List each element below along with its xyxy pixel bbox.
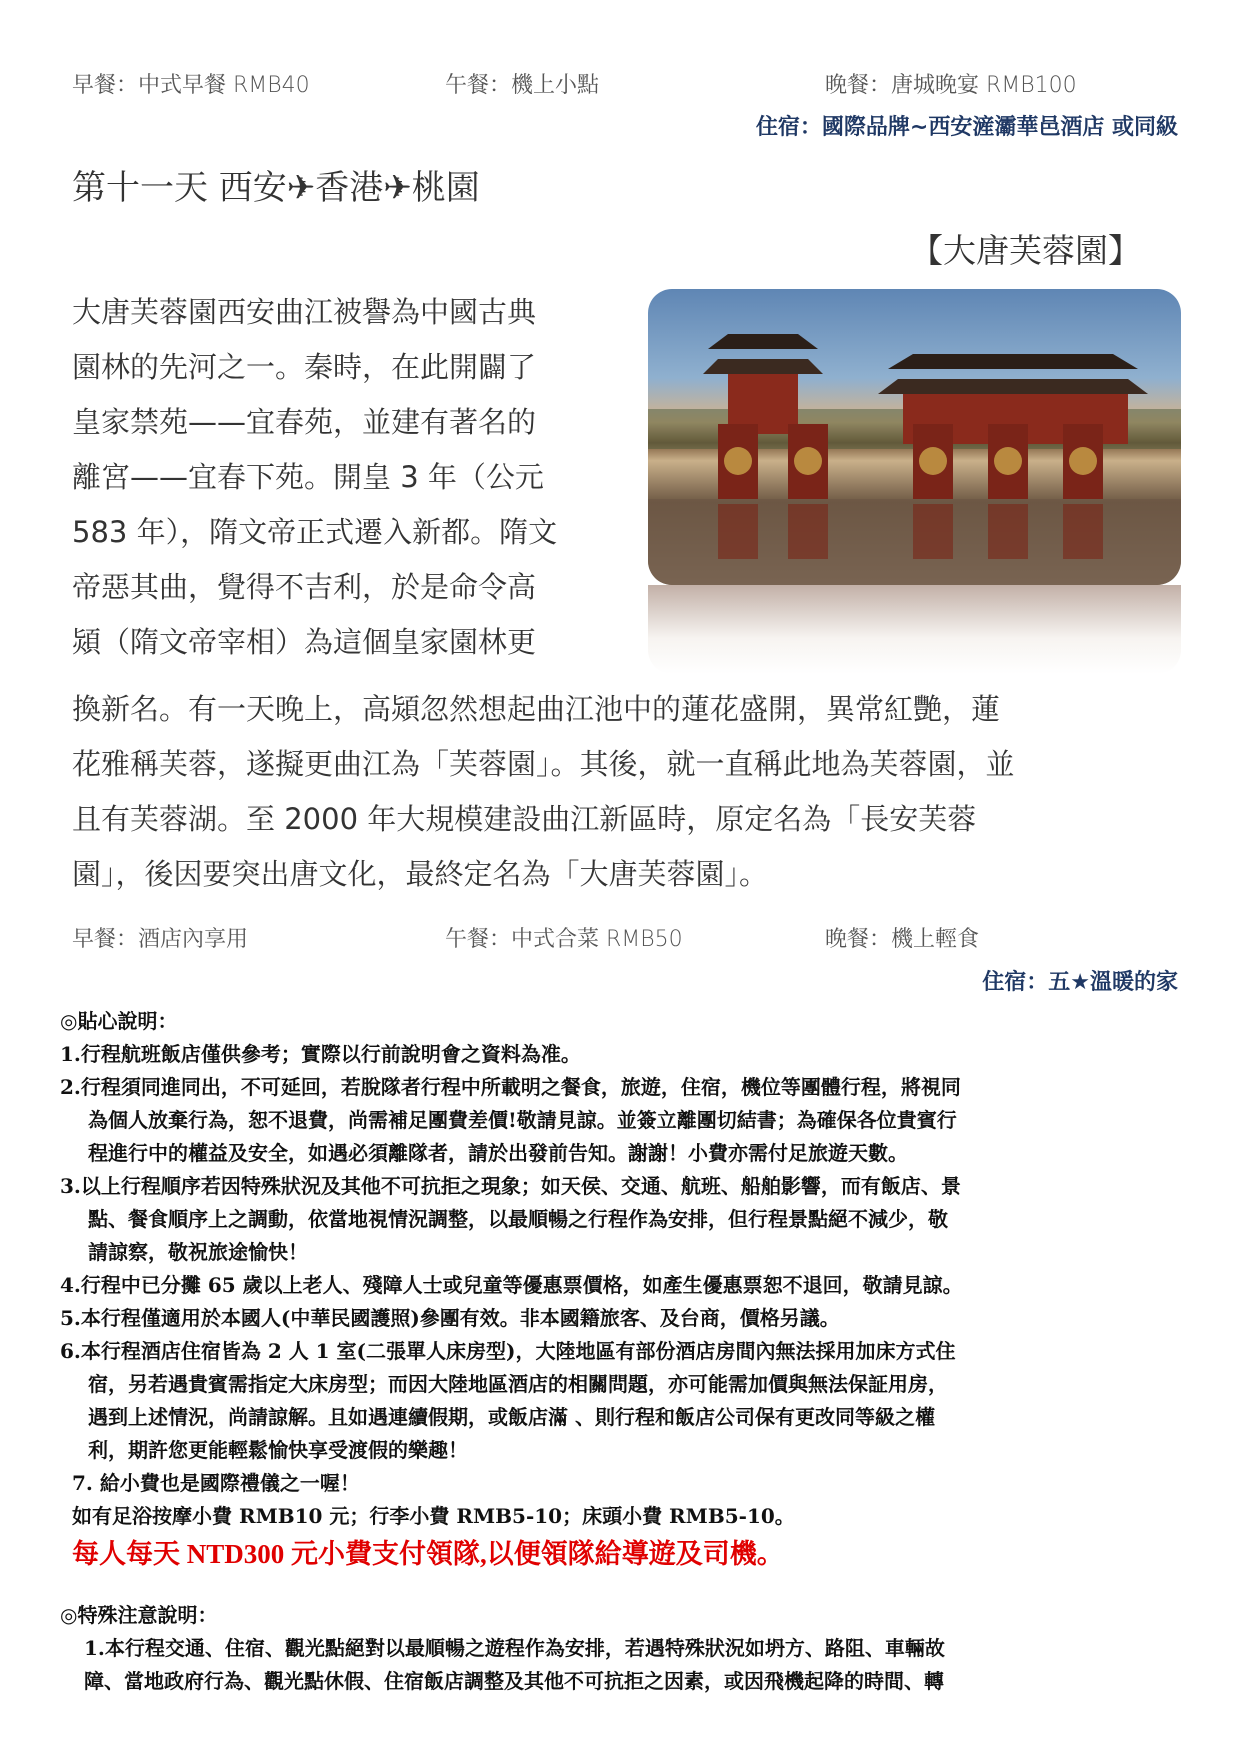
note-line: 程進行中的權益及安全，如遇必須離隊者，請於出發前告知。謝謝！小費亦需付足旅遊天數。 bbox=[88, 1141, 908, 1165]
gate-illustration bbox=[648, 289, 1181, 585]
text-line: 583 年），隋文帝正式遷入新都。隋文 bbox=[72, 515, 558, 549]
note-line: 2.行程須同進同出，不可延回，若脫隊者行程中所載明之餐食，旅遊，住宿，機位等團體行程，將視同 bbox=[60, 1075, 961, 1099]
note-line: 宿，另若遇貴賓需指定大床房型；而因大陸地區酒店的相關問題，亦可能需加價與無法保証用房， bbox=[88, 1372, 948, 1396]
notes-heading: ◎貼心說明： bbox=[60, 1009, 178, 1033]
note-item bbox=[60, 1335, 1190, 1467]
lunch-info: 午餐：機上小點 bbox=[445, 73, 600, 98]
attraction-photo bbox=[648, 289, 1181, 674]
note-item bbox=[60, 1038, 1190, 1071]
tip-detail: 如有足浴按摩小費 RMB10 元；行李小費 RMB5-10；床頭小費 RMB5-10。 bbox=[72, 1504, 795, 1528]
breakfast-info: 早餐：酒店內享用 bbox=[72, 927, 249, 952]
note-line: 為個人放棄行為，恕不退費，尚需補足團費差價!敬請見諒。並簽立離團切結書；為確保各位貴賓行 bbox=[88, 1108, 957, 1132]
intro-paragraph bbox=[72, 285, 632, 670]
note-line: 4.行程中已分攤 65 歲以上老人、殘障人士或兒童等優惠票價格，如產生優惠票恕不退回，敬請見諒。 bbox=[60, 1273, 963, 1297]
attraction-title: 【大唐芙蓉園】 bbox=[910, 231, 1141, 270]
text-line: 皇家禁苑——宜春苑，並建有著名的 bbox=[72, 405, 537, 439]
photo-main bbox=[648, 289, 1181, 585]
note-line: 請諒察，敬祝旅途愉快！ bbox=[88, 1240, 308, 1264]
text-line: 花雅稱芙蓉，遂擬更曲江為「芙蓉園」。其後，就一直稱此地為芙蓉園，並 bbox=[72, 747, 1015, 781]
photo-reflection bbox=[648, 585, 1181, 674]
dinner-info: 晚餐：機上輕食 bbox=[825, 927, 980, 952]
text-line: 大唐芙蓉園西安曲江被譽為中國古典 bbox=[72, 295, 537, 329]
text-line: 帝惡其曲，覺得不吉利，於是命令高 bbox=[72, 570, 537, 604]
note-item bbox=[60, 1302, 1190, 1335]
note-line: 6.本行程酒店住宿皆為 2 人 1 室(二張單人床房型)，大陸地區有部份酒店房間內無法採用加床方式住 bbox=[60, 1339, 956, 1363]
tip-highlight: 每人每天 NTD300 元小費支付領隊,以便領隊給導遊及司機。 bbox=[72, 1539, 784, 1569]
note-item bbox=[60, 1170, 1190, 1269]
text-line: 園林的先河之一。秦時，在此開闢了 bbox=[72, 350, 537, 384]
text-line: 換新名。有一天晚上，高熲忽然想起曲江池中的蓮花盛開，異常紅艷，蓮 bbox=[72, 692, 1001, 726]
text-line: 且有芙蓉湖。至 2000 年大規模建設曲江新區時，原定名為「長安芙蓉 bbox=[72, 802, 977, 836]
note-item bbox=[60, 1269, 1190, 1302]
text-line: 園」，後因要突出唐文化，最終定名為「大唐芙蓉園」。 bbox=[72, 857, 769, 891]
text-line: 離宮——宜春下苑。開皇 3 年（公元 bbox=[72, 460, 544, 494]
hotel-info: 住宿：國際品牌~西安滻灞華邑酒店 或同級 bbox=[755, 115, 1178, 140]
note-line: 3.以上行程順序若因特殊狀況及其他不可抗拒之現象；如天侯、交通、航班、船舶影響，而有飯店、景 bbox=[60, 1174, 961, 1198]
text-line: 熲（隋文帝宰相）為這個皇家園林更 bbox=[72, 625, 537, 659]
hotel-info: 住宿：五★溫暖的家 bbox=[982, 970, 1178, 995]
dinner-info: 晚餐：唐城晚宴 RMB100 bbox=[825, 73, 1077, 98]
note-line: 點、餐食順序上之調動，依當地視情況調整，以最順暢之行程作為安排，但行程景點絕不減少，敬 bbox=[88, 1207, 948, 1231]
note-line: 遇到上述情況，尚請諒解。且如遇連續假期，或飯店滿 、則行程和飯店公司保有更改同等級之權 bbox=[88, 1405, 935, 1429]
special-line: 1.本行程交通、住宿、觀光點絕對以最順暢之遊程作為安排，若遇特殊狀況如坍方、路阻、車輛故 bbox=[84, 1636, 945, 1660]
notes-section bbox=[60, 1005, 1190, 1698]
body-paragraph bbox=[72, 682, 1182, 902]
note-line: 1.行程航班飯店僅供參考；實際以行前說明會之資料為准。 bbox=[60, 1042, 581, 1066]
tip-heading: 7. 給小費也是國際禮儀之一喔！ bbox=[72, 1471, 360, 1495]
breakfast-info: 早餐：中式早餐 RMB40 bbox=[72, 73, 310, 98]
note-item bbox=[60, 1071, 1190, 1170]
lunch-info: 午餐：中式合菜 RMB50 bbox=[445, 927, 683, 952]
day-title: 第十一天 西安✈香港✈桃園 bbox=[72, 168, 480, 208]
special-line: 障、當地政府行為、觀光點休假、住宿飯店調整及其他不可抗拒之因素，或因飛機起降的時間、轉 bbox=[84, 1669, 944, 1693]
special-heading: ◎特殊注意說明： bbox=[60, 1603, 218, 1627]
note-line: 利，期許您更能輕鬆愉快享受渡假的樂趣！ bbox=[88, 1438, 468, 1462]
note-line: 5.本行程僅適用於本國人(中華民國護照)參團有效。非本國籍旅客、及台商，價格另議。 bbox=[60, 1306, 840, 1330]
